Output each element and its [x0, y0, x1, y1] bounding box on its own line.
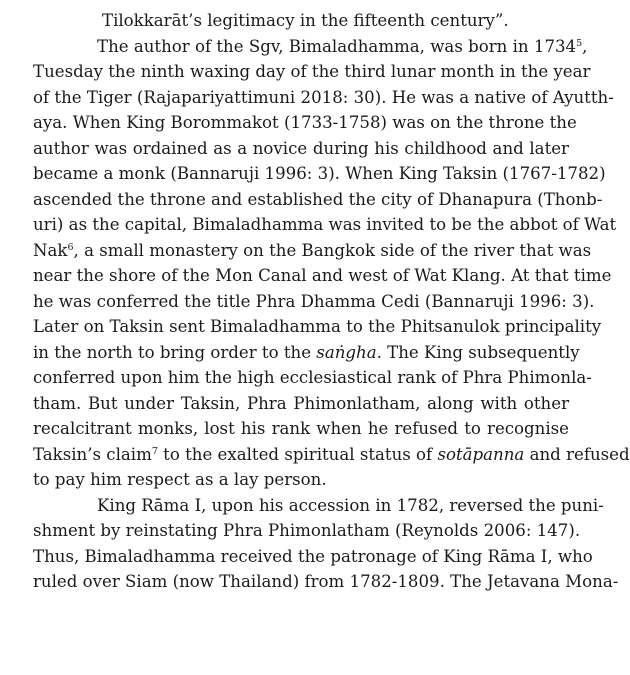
text-segment: ,	[582, 36, 588, 56]
text-segment: to the exalted spiritual status of	[157, 444, 438, 464]
text-line	[33, 493, 604, 519]
text-segment: , a small monastery on the Bangkok side of the river that was	[73, 240, 592, 260]
text-segment: Later on Taksin sent Bimaladhamma to the Phitsanulok principality	[33, 317, 602, 336]
text-segment: he was conferred the title Phra Dhamma Cedi (Bannaruji 1996: 3).	[33, 291, 595, 311]
text-segment: to pay him respect as a lay person.	[33, 470, 327, 489]
text-line	[33, 314, 602, 340]
text-line	[33, 365, 592, 391]
text-line	[33, 544, 593, 570]
text-line	[33, 187, 603, 213]
text-segment: became a monk (Bannaruji 1996: 3). When King Taksin (1767-1782)	[33, 164, 606, 183]
footnote-marker: 5	[576, 37, 583, 49]
text-segment: uri) as the capital, Bimaladhamma was invited to be the abbot of Wat	[33, 215, 617, 234]
text-line	[33, 289, 595, 315]
text-segment: shment by reinstating Phra Phimonlatham (Reynolds 2006: 147).	[33, 521, 581, 540]
text-line	[33, 238, 592, 264]
text-line	[33, 161, 606, 187]
text-line	[33, 263, 612, 289]
text-line	[33, 136, 569, 162]
text-segment: near the shore of the Mon Canal and west of Wat Klang. At that time	[33, 266, 612, 285]
text-segment: Nak	[33, 240, 68, 260]
text-line	[33, 467, 569, 493]
body-text	[33, 8, 630, 595]
text-segment: in the north to bring order to the	[33, 342, 317, 362]
text-segment: and refused	[524, 444, 630, 464]
footnote-marker: 7	[151, 445, 158, 457]
text-segment: Tilokkarāt’s legitimacy in the fifteenth century”.	[102, 11, 509, 30]
text-segment: ascended the throne and established the city of Dhanapura (Thonb-	[33, 189, 603, 209]
text-line	[33, 85, 614, 111]
text-segment: King Rāma I, upon his accession in 1782, reversed the puni-	[97, 495, 604, 515]
text-segment: The author of the Sgv, Bimaladhamma, was born in 1734	[97, 36, 577, 56]
italic-term: sotāpanna	[437, 444, 525, 464]
text-line	[33, 442, 630, 468]
footnote-marker: 6	[67, 241, 74, 253]
text-line	[33, 569, 619, 595]
text-segment: recalcitrant monks, lost his rank when he refused to recognise	[33, 419, 569, 438]
text-segment: Tuesday the ninth waxing day of the third lunar month in the year	[33, 62, 591, 81]
paragraph	[33, 493, 619, 595]
text-segment: conferred upon him the high ecclesiastical rank of Phra Phimonla-	[33, 368, 592, 387]
text-line	[33, 416, 569, 442]
paragraph-continuation	[33, 8, 569, 34]
text-line	[33, 391, 569, 417]
paragraph	[33, 34, 630, 493]
text-segment: ruled over Siam (now Thailand) from 1782-1809. The Jetavana Mona-	[33, 572, 619, 591]
text-line	[33, 110, 577, 136]
text-segment: . The King subsequently	[376, 342, 580, 362]
text-segment: Taksin’s claim	[33, 444, 152, 464]
italic-term: saṅgha	[316, 342, 377, 362]
text-segment: tham. But under Taksin, Phra Phimonlatham, along with other	[33, 393, 569, 413]
text-line	[33, 59, 591, 85]
text-line	[33, 34, 588, 60]
text-segment: author was ordained as a novice during his childhood and later	[33, 138, 569, 158]
text-line	[33, 340, 580, 366]
text-line	[33, 518, 581, 544]
text-segment: of the Tiger (Rajapariyattimuni 2018: 30). He was a native of Ayutth-	[33, 87, 614, 107]
text-line	[33, 212, 617, 238]
text-segment: aya. When King Borommakot (1733-1758) was on the throne the	[33, 113, 577, 132]
text-line	[33, 8, 569, 34]
text-segment: Thus, Bimaladhamma received the patronage of King Rāma I, who	[33, 546, 593, 566]
